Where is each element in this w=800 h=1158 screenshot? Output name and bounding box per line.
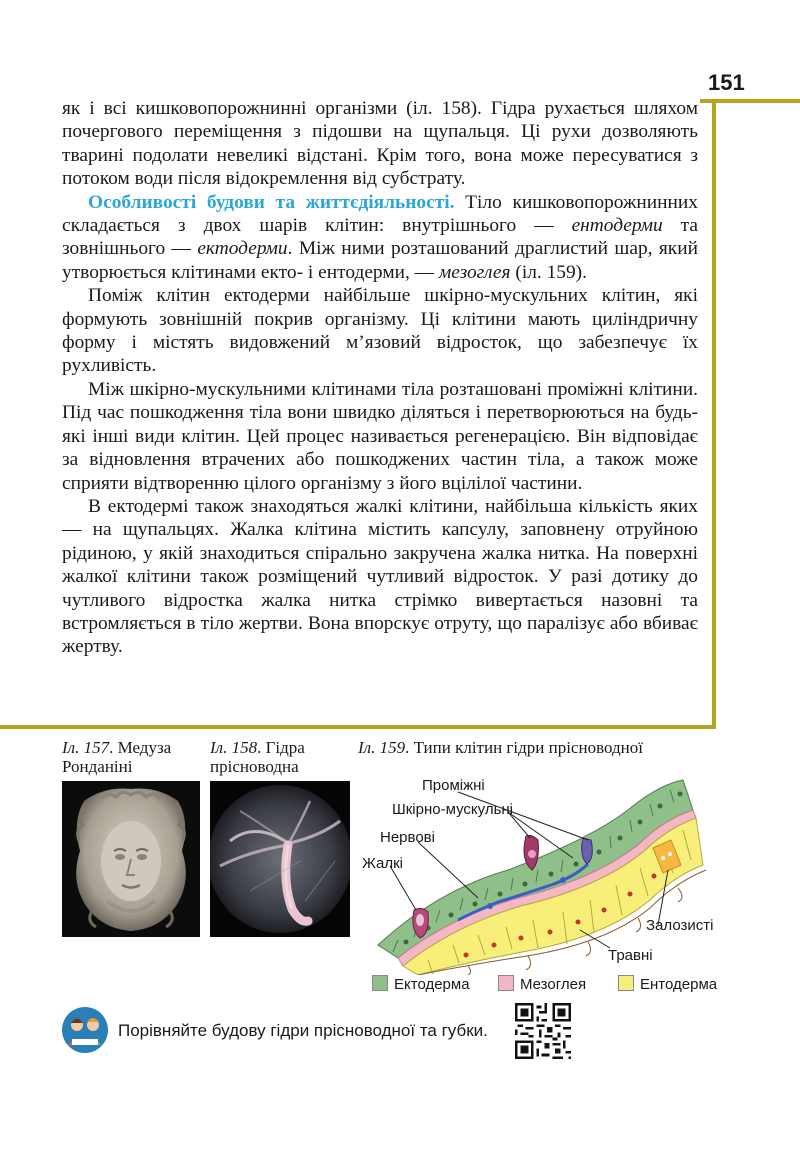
legend-label-ectoderm: Ектодерма xyxy=(394,976,470,993)
caption-fig158-title2: прісноводна xyxy=(210,757,299,776)
paragraph-4: Між шкірно-мускульними клітинами тіла розташовані проміжні клітини. Під час пошкодження тіла вони швидко діляться і перетворюються на будь-які інші види клітин. Цей процес називається регенерацією. Він відповідає за відновлення втрачених або пошкоджених частин тіла, а також може сприяти відтворенню цілого організму з його вцілілої частини. xyxy=(62,378,698,494)
paragraph-1: як і всі кишковопорожнинні організми (іл. 158). Гідра рухається шляхом почергового переміщення з підошви на щупальця. Ці рухи дозволяють тварині подолати невеликі відстані. Крім того, вона може пересуватися з потоком води після відокремлення від субстрату. xyxy=(62,98,698,190)
caption-fig158 xyxy=(210,738,355,776)
hydra-microscope-image xyxy=(210,781,350,937)
legend-swatch-entoderm xyxy=(618,975,634,991)
legend-ectoderm xyxy=(372,975,470,993)
caption-fig157-number: Іл. 157 xyxy=(62,738,110,757)
caption-fig158-number: Іл. 158 xyxy=(210,738,258,757)
paragraph-2-text-b: та зовнішнього — xyxy=(62,215,699,260)
legend-swatch-ectoderm xyxy=(372,975,388,991)
paragraph-5: В ектодермі також знаходяться жалкі клітини, найбільша кількість яких — на щупальцях. Жалка клітина містить капсулу, заповнену отруйною рідиною, у якій знаходиться спірально закручена жалка нитка. На поверхні жалкої клітини також розміщений чутливий відросток. У разі дотику до чутливого відростка жалка нитка стрімко вивертається назовні та встромляється в тіло жертви. Вона впорскує отруту, що паралізує або вбиває жертву. xyxy=(62,495,698,658)
legend-label-mesoglea: Мезоглея xyxy=(520,976,587,993)
caption-fig159 xyxy=(358,738,728,757)
paragraph-3: Поміж клітин ектодерми найбільше шкірно-мускульних клітин, які формують зовнішній покрив організму. Ці клітини мають циліндричну форму і містять видовжений м’язовий відросток, що забезпечує їх рухливість. xyxy=(62,285,698,377)
label-digestive: Травні xyxy=(608,947,653,964)
legend-mesoglea xyxy=(498,975,586,993)
page-number: 151 xyxy=(708,70,745,95)
task-prompt xyxy=(62,1007,582,1063)
medusa-rondanini-photo xyxy=(62,781,200,937)
legend-swatch-mesoglea xyxy=(498,975,514,991)
task-text: Порівняйте будову гідри прісноводної та губки. xyxy=(118,1021,488,1040)
term-mesoglea: мезоглея xyxy=(438,261,511,283)
hydra-cell-types-diagram xyxy=(358,770,728,990)
caption-fig157 xyxy=(62,738,207,776)
paragraph-2-text-a: Тіло кишковопорожнинних складається з двох шарів клітин: внутрішнього — xyxy=(62,191,698,237)
paragraph-2-text-d: (іл. 159). xyxy=(510,261,587,283)
section-heading: Особливості будови та життєдіяльності. xyxy=(88,191,455,213)
label-stinging: Жалкі xyxy=(362,855,404,872)
legend-entoderm xyxy=(618,975,717,993)
frame-bottom-rule xyxy=(0,725,716,729)
term-ectoderm: ектодерми xyxy=(197,238,288,260)
label-nerve: Нервові xyxy=(380,829,435,846)
caption-fig158-title: . Гідра xyxy=(257,738,305,757)
caption-fig159-title: . Типи клітин гідри прісноводної xyxy=(405,738,643,757)
label-intermediate: Проміжні xyxy=(422,777,485,794)
medusa-sculpture-image xyxy=(62,781,200,937)
caption-fig157-title: . Медуза xyxy=(109,738,172,757)
legend-label-entoderm: Ентодерма xyxy=(640,976,718,993)
qr-code-icon[interactable] xyxy=(515,1003,571,1059)
frame-right-rule xyxy=(712,99,716,729)
caption-fig159-number: Іл. 159 xyxy=(358,738,406,757)
caption-fig157-title2: Ронданіні xyxy=(62,757,133,776)
hydra-photo xyxy=(210,781,350,937)
students-icon xyxy=(62,1007,108,1053)
label-glandular: Залозисті xyxy=(646,917,714,934)
term-entoderm: ентодерми xyxy=(571,215,663,237)
label-musculoepithelial: Шкірно-мускульні xyxy=(392,801,514,818)
main-text xyxy=(62,97,698,659)
paragraph-2 xyxy=(62,191,698,285)
paragraph-2-text-c: . Між ними розташований драглистий шар, який утворюється клітинами екто- і ентодерми, — xyxy=(62,238,698,283)
